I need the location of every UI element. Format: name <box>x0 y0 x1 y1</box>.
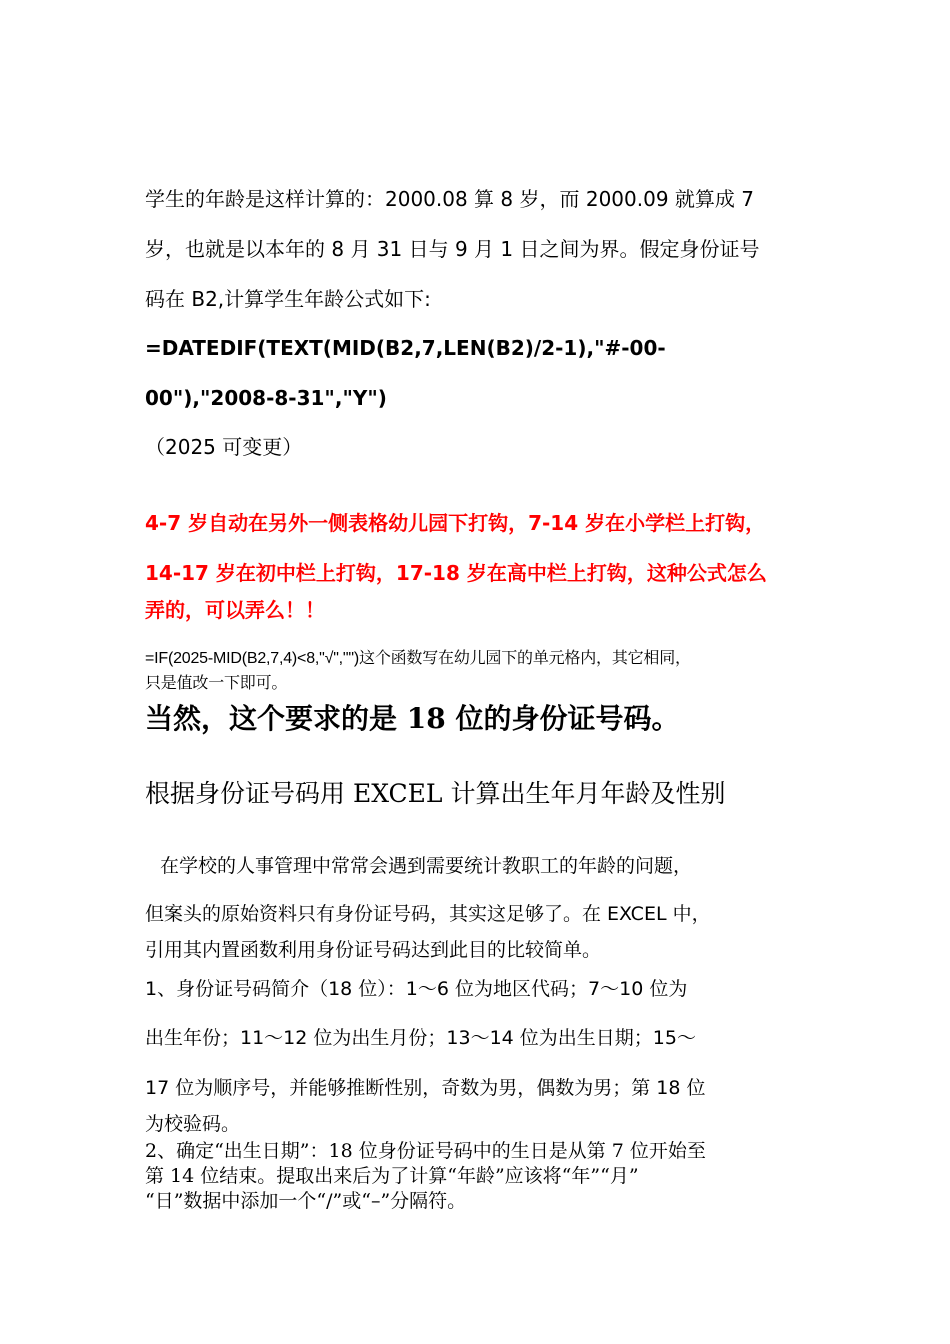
point1-text-2: 出生年份；11～12 位为出生月份；13～14 位为出生日期；15～ <box>145 1027 696 1049</box>
datedif-formula-part-2: 00"),"2008-8-31","Y") <box>145 386 387 410</box>
point1-line-3 <box>145 1079 705 1098</box>
answer-note: 只是值改一下即可。 <box>145 675 288 692</box>
intro-line-2 <box>145 905 711 924</box>
id-length-note-text: 当然，这个要求的是 18 位的身份证号码。 <box>145 702 680 735</box>
year-note <box>145 437 302 457</box>
point2-text-2: 第 14 位结束。提取出来后为了计算“年龄”应该将“年”“月” <box>145 1165 639 1187</box>
intro-line-1 <box>160 857 692 876</box>
formula-line-2 <box>145 388 387 408</box>
intro-line-3 <box>145 941 601 960</box>
formula-line-1 <box>145 338 666 358</box>
question-line-1 <box>145 513 765 533</box>
article-title-text: 根据身份证号码用 EXCEL 计算出生年月年龄及性别 <box>145 779 726 808</box>
question-line-2 <box>145 563 767 583</box>
point1-line-2 <box>145 1029 696 1048</box>
point2-line-1 <box>145 1142 706 1161</box>
point2-line-2 <box>145 1167 639 1186</box>
article-title <box>145 781 725 806</box>
point1-text-4: 为校验码。 <box>145 1113 241 1135</box>
intro-text-2: 但案头的原始资料只有身份证号码，其实这足够了。在 EXCEL 中， <box>145 903 711 925</box>
age-rule-line-2 <box>145 239 759 259</box>
age-rule-text-1: 学生的年龄是这样计算的：2000.08 算 8 岁，而 2000.09 就算成 7 <box>145 187 755 211</box>
id-length-note <box>145 702 680 735</box>
age-rule-line-3 <box>145 289 431 309</box>
answer-line-2 <box>145 676 287 692</box>
if-formula-answer: =IF(2025-MID(B2,7,4)<8,"√","")这个函数写在幼儿园下的单元格内，其它相同， <box>145 650 691 667</box>
question-text-1: 4-7 岁自动在另外一侧表格幼儿园下打钩，7-14 岁在小学栏上打钩， <box>145 511 766 535</box>
point1-text-3: 17 位为顺序号，并能够推断性别，奇数为男，偶数为男；第 18 位 <box>145 1077 706 1099</box>
question-text-2: 14-17 岁在初中栏上打钩，17-18 岁在高中栏上打钩，这种公式怎么 <box>145 561 767 585</box>
age-rule-text-3: 码在 B2,计算学生年龄公式如下: <box>145 287 431 311</box>
intro-text-1: 在学校的人事管理中常常会遇到需要统计教职工的年龄的问题， <box>160 855 693 877</box>
question-text-3: 弄的，可以弄么！！ <box>145 598 325 622</box>
year-note-text: （2025 可变更） <box>145 435 303 459</box>
point1-text-1: 1、身份证号码简介（18 位）：1～6 位为地区代码；7～10 位为 <box>145 978 688 1000</box>
age-rule-text-2: 岁，也就是以本年的 8 月 31 日与 9 月 1 日之间为界。假定身份证号 <box>145 237 760 261</box>
point2-text-1: 2、确定“出生日期”：18 位身份证号码中的生日是从第 7 位开始至 <box>145 1140 706 1162</box>
point2-text-3: “日”数据中添加一个“/”或“–”分隔符。 <box>145 1190 467 1212</box>
intro-text-3: 引用其内置函数利用身份证号码达到此目的比较简单。 <box>145 939 602 961</box>
answer-line-1 <box>145 651 691 667</box>
point2-line-3 <box>145 1192 466 1211</box>
question-line-3 <box>145 600 325 620</box>
datedif-formula-part-1: =DATEDIF(TEXT(MID(B2,7,LEN(B2)/2-1),"#-00- <box>145 336 666 360</box>
age-rule-line-1 <box>145 189 754 209</box>
point1-line-1 <box>145 980 687 999</box>
point1-line-4 <box>145 1115 240 1134</box>
